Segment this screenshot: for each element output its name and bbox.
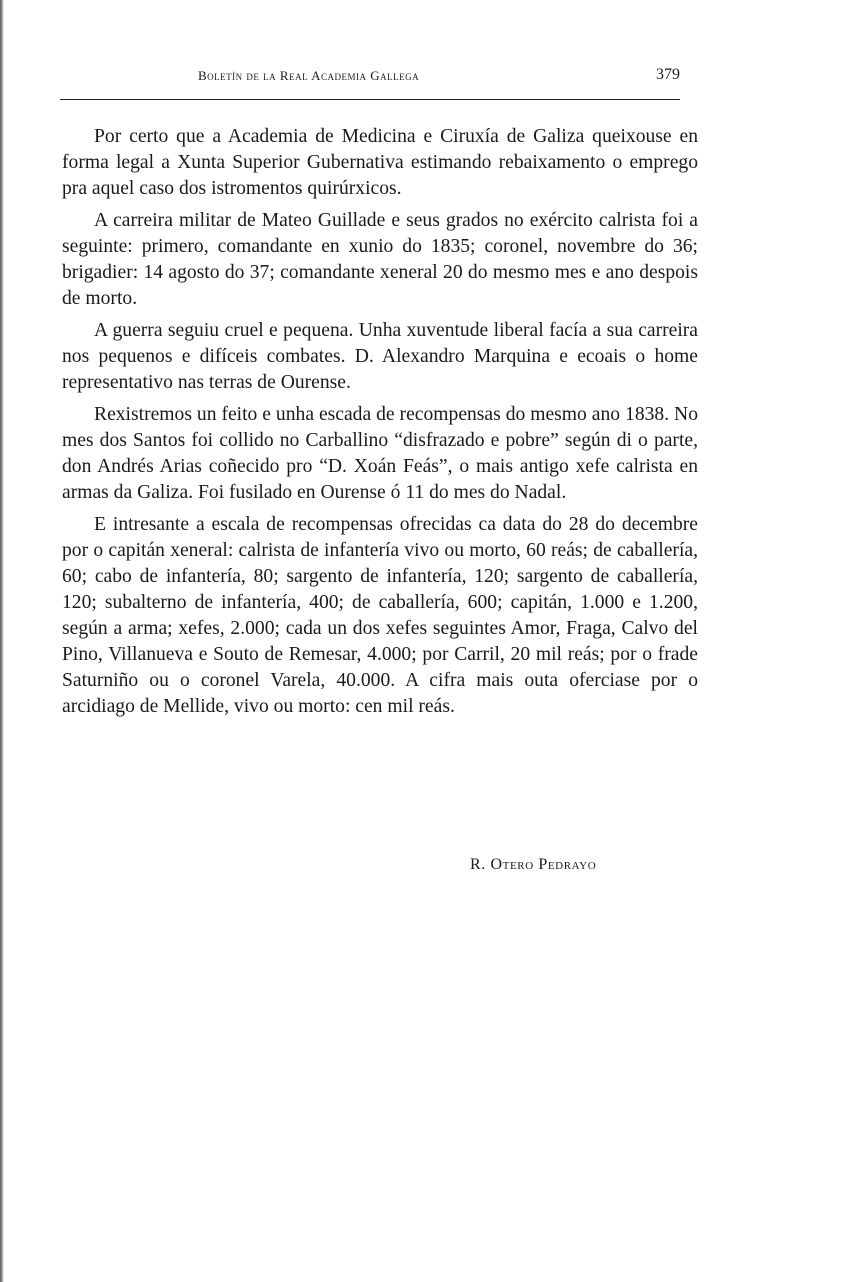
paragraph: Por certo que a Academia de Medicina e Ciruxía de Galiza queixouse en forma legal a Xunta Superior Gubernativa estimando rebaixamento o emprego pra aquel caso dos istromentos quirúrxicos.: [62, 126, 698, 199]
paragraph: A carreira militar de Mateo Guillade e seus grados no exército calrista foi a seguinte: primero, comandante en xunio do 1835; coronel, novembre do 36; brigadier: 14 agosto do 37; comandante xeneral 20 do mesmo mes e ano despois de morto.: [62, 210, 698, 309]
paragraph: Rexistremos un feito e unha escada de recompensas do mesmo ano 1838. No mes dos Santos foi collido no Carballino “disfrazado e pobre” según di o parte, don Andrés Arias coñecido pro “D. Xoán Feás”, o mais antigo xefe calrista en armas da Galiza. Foi fusilado en Ourense ó 11 do mes do Nadal.: [62, 404, 698, 503]
page-header: [60, 64, 680, 88]
page-number: 379: [656, 66, 680, 83]
header-rule: [60, 99, 680, 100]
page-edge-scan-shadow: [0, 0, 4, 1282]
paragraph: A guerra seguiu cruel e pequena. Unha xuventude liberal facía a sua carreira nos pequenos e difíceis combates. D. Alexandro Marquina e ecoais o home representativo nas terras de Ourense.: [62, 320, 698, 393]
article-body: [62, 124, 698, 720]
author-signature: R. Otero Pedrayo: [470, 856, 597, 873]
paragraph: E intresante a escala de recompensas ofrecidas ca data do 28 do decembre por o capitán xeneral: calrista de infantería vivo ou morto, 60 reás; de caballería, 60; cabo de infantería, 80; sargento de infantería, 120; sargento de caballería, 120; subalterno de infantería, 400; de caballería, 600; capitán, 1.000 e 1.200, según a arma; xefes, 2.000; cada un dos xefes seguintes Amor, Fraga, Calvo del Pino, Villanueva e Souto de Remesar, 4.000; por Carril, 20 mil reás; por o frade Saturniño ou o coronel Varela, 40.000. A cifra mais outa oferciase por o arcidiago de Mellide, vivo ou morto: cen mil reás.: [62, 514, 698, 717]
running-head: Boletín de la Real Academia Gallega: [198, 68, 420, 83]
